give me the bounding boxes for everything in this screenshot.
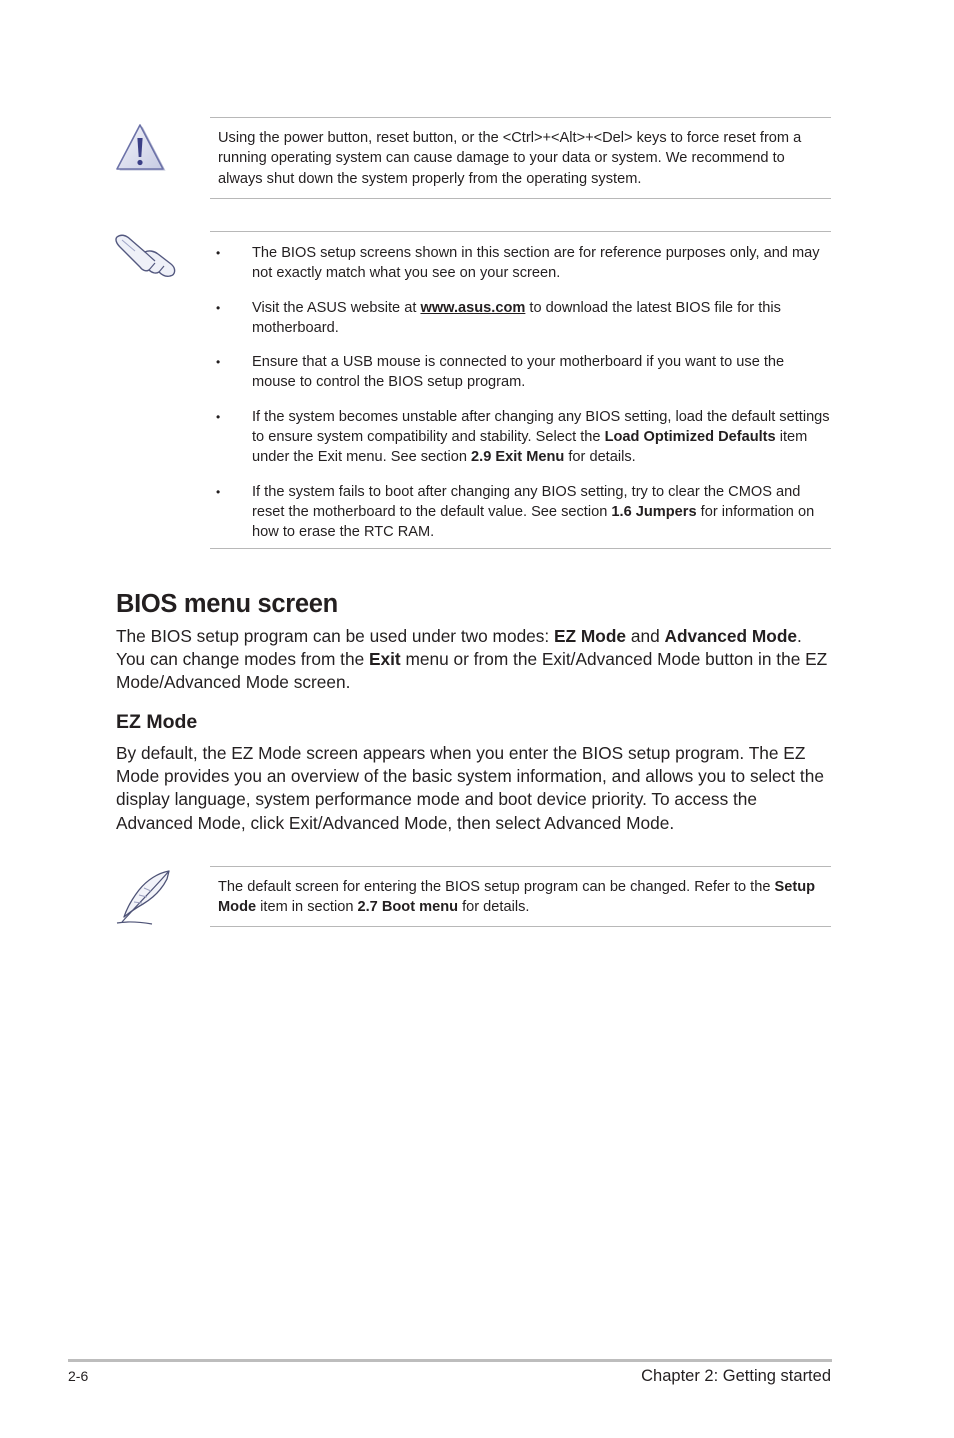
pointing-hand-icon	[114, 232, 178, 280]
ez-mode-title: EZ Mode	[116, 711, 198, 733]
list-item: • Visit the ASUS website at www.asus.com to download the latest BIOS file for this motherboard.	[210, 298, 831, 339]
list-item: • Ensure that a USB mouse is connected to your motherboard if you want to use the mouse to control the BIOS setup program.	[210, 352, 831, 393]
note-notice	[210, 231, 831, 549]
tip-text: The default screen for entering the BIOS setup program can be changed. Refer to the Setup Mode item in section 2.7 Boot menu for details.	[218, 879, 816, 916]
list-item: • The BIOS setup screens shown in this section are for reference purposes only, and may not exactly match what you see on your screen.	[210, 243, 831, 284]
tip-notice	[210, 866, 831, 927]
page-number: 2-6	[68, 1368, 89, 1384]
asus-website-link[interactable]: www.asus.com	[420, 299, 526, 316]
note-list	[210, 243, 831, 543]
footer-divider	[68, 1359, 832, 1362]
caution-notice	[210, 117, 831, 199]
list-item: • If the system fails to boot after changing any BIOS setting, try to clear the CMOS and reset the motherboard to the default value. See section 1.6 Jumpers for information on how to erase the RTC RAM.	[210, 482, 831, 543]
section-paragraph: The BIOS setup program can be used under two modes: EZ Mode and Advanced Mode. You can change modes from the Exit menu or from the Exit/Advanced Mode button in the EZ Mode/Advanced Mode screen.	[116, 626, 828, 693]
caution-text: Using the power button, reset button, or the <Ctrl>+<Alt>+<Del> keys to force reset from a running operating system can cause damage to your data or system. We recommend to always shut down the system properly from the operating system.	[218, 130, 802, 187]
ez-mode-paragraph: By default, the EZ Mode screen appears when you enter the BIOS setup program. The EZ Mode provides you an overview of the basic system information, and allows you to select the display language, system performance mode and boot device priority. To access the Advanced Mode, click Exit/Advanced Mode, then select Advanced Mode.	[116, 743, 824, 833]
list-item: • If the system becomes unstable after changing any BIOS setting, load the default settings to ensure system compatibility and stability. Select the Load Optimized Defaults item under the Exit menu. See section 2.9 Exit Menu for details.	[210, 407, 831, 468]
section-title: BIOS menu screen	[116, 590, 338, 618]
chapter-title: Chapter 2: Getting started	[641, 1367, 831, 1385]
feather-quill-icon	[114, 868, 174, 926]
warning-triangle-icon	[114, 123, 166, 173]
